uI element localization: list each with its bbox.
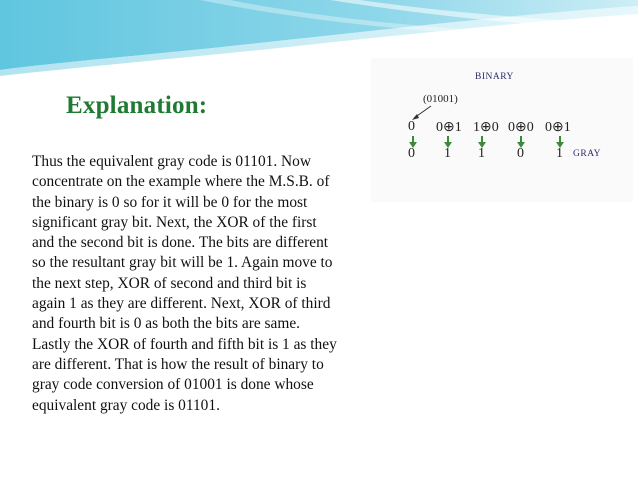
paragraph-line: gray code conversion of 01001 is done whose bbox=[32, 376, 314, 394]
xor-term: 0⊕0 bbox=[508, 120, 534, 135]
binary-label: BINARY bbox=[475, 72, 514, 82]
paragraph-line: and the second bit is done. The bits are different bbox=[32, 234, 329, 252]
paragraph-line: are different. That is how the result of binary to bbox=[32, 355, 324, 373]
paragraph-line: the next step, XOR of second and third bit is bbox=[32, 274, 307, 292]
paragraph-line: Thus the equivalent gray code is 01101. Now bbox=[32, 153, 311, 170]
paragraph-line: Lastly the XOR of fourth and fifth bit is 1 as they bbox=[32, 335, 337, 353]
xor-term: 0 bbox=[408, 119, 415, 134]
binary-to-gray-diagram bbox=[371, 58, 633, 202]
binary-value: (01001) bbox=[423, 93, 458, 105]
paragraph-line: significant gray bit. Next, the XOR of the first bbox=[32, 213, 317, 231]
gray-bit: 1 bbox=[478, 146, 485, 161]
gray-bit: 1 bbox=[444, 146, 451, 161]
paragraph-line: concentrate on the example where the M.S.B. of bbox=[32, 173, 330, 191]
paragraph-line: equivalent gray code is 01101. bbox=[32, 396, 220, 414]
explanation-paragraph bbox=[32, 152, 372, 416]
paragraph-line: the binary is 0 so for it will be 0 for the most bbox=[32, 193, 308, 211]
xor-term: 1⊕0 bbox=[473, 120, 499, 135]
gray-bit: 0 bbox=[517, 146, 524, 161]
xor-term: 0⊕1 bbox=[436, 120, 462, 135]
paragraph-line: and fourth bit is 0 as both the bits are same. bbox=[32, 315, 300, 333]
paragraph-line: again 1 as they are different. Next, XOR of third bbox=[32, 295, 331, 313]
gray-label: GRAY bbox=[573, 149, 602, 159]
gray-bit: 0 bbox=[408, 146, 415, 161]
slide-title: Explanation: bbox=[66, 92, 208, 119]
gray-bit: 1 bbox=[556, 146, 563, 161]
xor-term: 0⊕1 bbox=[545, 120, 571, 135]
paragraph-line: so the resultant gray bit will be 1. Again move to bbox=[32, 254, 333, 272]
